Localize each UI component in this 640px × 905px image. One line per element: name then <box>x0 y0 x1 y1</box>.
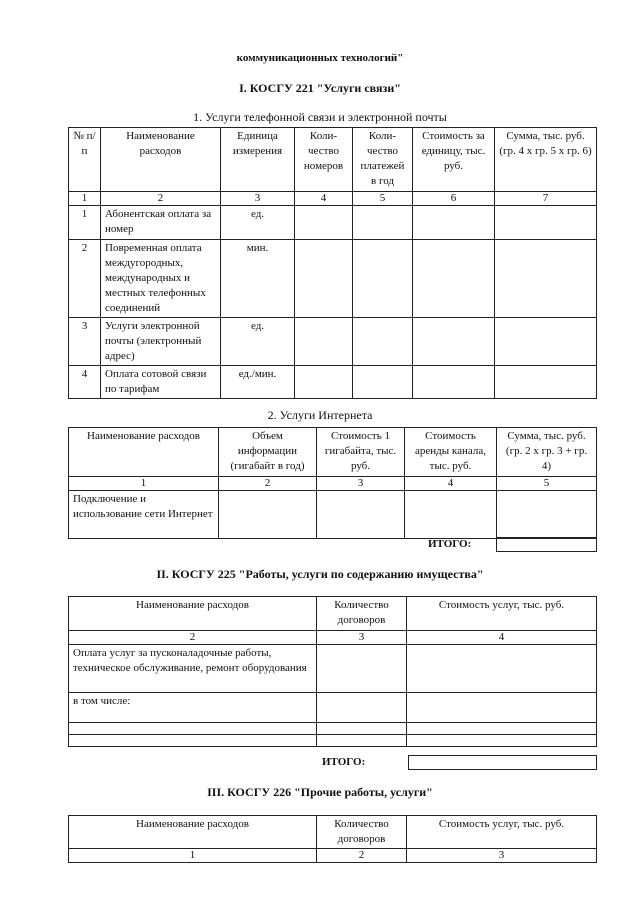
section1-subtitle1: 1. Услуги телефонной связи и электронной почты <box>193 110 447 124</box>
col-header-gb-cost: Стоимость 1 гигабайта, тыс. руб. <box>317 428 405 477</box>
table-row <box>69 735 597 747</box>
row-name: Оплата услуг за пусконаладочные работы, техническое обслуживание, ремонт оборудования <box>69 645 317 693</box>
empty-cell <box>317 735 407 747</box>
table-header-row <box>69 816 597 849</box>
empty-cell <box>495 318 597 366</box>
empty-cell <box>295 318 353 366</box>
row-name: Повременная оплата междугородных, международных и местных телефонных соединений <box>101 240 221 318</box>
col-header-channel-cost: Стоимость аренды канала, тыс. руб. <box>405 428 497 477</box>
empty-cell <box>413 240 495 318</box>
col-header-unit-cost: Стоимость за единицу, тыс. руб. <box>413 128 495 192</box>
empty-cell <box>495 240 597 318</box>
table-header-row <box>69 128 597 192</box>
row-name: Подключение и использование сети Интернет <box>69 491 219 539</box>
col-number: 4 <box>407 631 597 645</box>
col-number: 2 <box>69 631 317 645</box>
empty-cell <box>495 206 597 240</box>
row-number: 4 <box>69 366 101 399</box>
table-row <box>69 645 597 693</box>
column-number-row <box>69 849 597 863</box>
col-number: 4 <box>405 477 497 491</box>
empty-cell <box>353 240 413 318</box>
table-row <box>69 693 597 723</box>
col-header-number: № п/п <box>69 128 101 192</box>
col-header-sum: Сумма, тыс. руб. (гр. 4 х гр. 5 х гр. 6) <box>495 128 597 192</box>
col-number: 2 <box>317 849 407 863</box>
section1-title: I. КОСГУ 221 "Услуги связи" <box>239 81 401 95</box>
row-name: в том числе: <box>69 693 317 723</box>
header-line: коммуникационных технологий" <box>236 52 404 64</box>
internet-services-table <box>68 427 597 539</box>
empty-cell <box>405 491 497 539</box>
table-row <box>69 366 597 399</box>
row-name: Услуги электронной почты (электронный адрес) <box>101 318 221 366</box>
empty-cell <box>69 735 317 747</box>
section1-subtitle2: 2. Услуги Интернета <box>267 408 373 422</box>
col-header-cost: Стоимость услуг, тыс. руб. <box>407 597 597 631</box>
row-number: 3 <box>69 318 101 366</box>
table-row <box>69 723 597 735</box>
empty-cell <box>295 240 353 318</box>
table-header-row <box>69 597 597 631</box>
empty-cell <box>317 723 407 735</box>
empty-cell <box>219 491 317 539</box>
column-number-row <box>69 631 597 645</box>
empty-cell <box>353 206 413 240</box>
empty-cell <box>407 735 597 747</box>
col-header-cost: Стоимость услуг, тыс. руб. <box>407 816 597 849</box>
row-number: 2 <box>69 240 101 318</box>
col-number: 2 <box>101 192 221 206</box>
row-unit: мин. <box>221 240 295 318</box>
table-row <box>69 318 597 366</box>
empty-cell <box>317 491 405 539</box>
col-header-contracts: Количество договоров <box>317 816 407 849</box>
empty-cell <box>407 645 597 693</box>
col-number: 1 <box>69 192 101 206</box>
row-number: 1 <box>69 206 101 240</box>
col-number: 6 <box>413 192 495 206</box>
telephone-services-table <box>68 127 597 399</box>
empty-cell <box>497 491 597 539</box>
table-header-row <box>69 428 597 477</box>
row-name: Оплата сотовой связи по тарифам <box>101 366 221 399</box>
col-header-unit: Единица измерения <box>221 128 295 192</box>
internet-total-label: ИТОГО: <box>428 538 472 550</box>
col-number: 2 <box>219 477 317 491</box>
col-number: 4 <box>295 192 353 206</box>
maintenance-services-table <box>68 596 597 747</box>
empty-cell <box>317 645 407 693</box>
empty-cell <box>353 318 413 366</box>
column-number-row <box>69 192 597 206</box>
empty-cell <box>69 723 317 735</box>
empty-cell <box>413 318 495 366</box>
col-header-name: Наименование расходов <box>69 428 219 477</box>
col-number: 1 <box>69 477 219 491</box>
empty-cell <box>295 206 353 240</box>
col-number: 5 <box>353 192 413 206</box>
col-number: 3 <box>317 477 405 491</box>
maintenance-total-value-box <box>408 755 597 770</box>
empty-cell <box>407 723 597 735</box>
row-name: Абонентская оплата за номер <box>101 206 221 240</box>
row-unit: ед./мин. <box>221 366 295 399</box>
empty-cell <box>295 366 353 399</box>
section2-title: II. КОСГУ 225 "Работы, услуги по содержанию имущества" <box>156 567 484 581</box>
col-header-name: Наименование расходов <box>69 597 317 631</box>
col-header-name: Наименование расходов <box>101 128 221 192</box>
row-unit: ед. <box>221 206 295 240</box>
col-header-volume: Объем информации (гигабайт в год) <box>219 428 317 477</box>
empty-cell <box>407 693 597 723</box>
col-header-sum: Сумма, тыс. руб. (гр. 2 х гр. 3 + гр. 4) <box>497 428 597 477</box>
empty-cell <box>317 693 407 723</box>
section3-title: III. КОСГУ 226 "Прочие работы, услуги" <box>207 785 433 799</box>
maintenance-total-label: ИТОГО: <box>322 756 366 768</box>
other-services-table <box>68 815 597 863</box>
table-row <box>69 206 597 240</box>
col-header-name: Наименование расходов <box>69 816 317 849</box>
empty-cell <box>353 366 413 399</box>
empty-cell <box>413 206 495 240</box>
col-header-contracts: Количество договоров <box>317 597 407 631</box>
col-number: 3 <box>221 192 295 206</box>
col-number: 7 <box>495 192 597 206</box>
col-number: 3 <box>317 631 407 645</box>
table-row <box>69 491 597 539</box>
table-row <box>69 240 597 318</box>
col-number: 1 <box>69 849 317 863</box>
col-number: 3 <box>407 849 597 863</box>
row-unit: ед. <box>221 318 295 366</box>
column-number-row <box>69 477 597 491</box>
col-header-payments-count: Коли-чество платежей в год <box>353 128 413 192</box>
col-number: 5 <box>497 477 597 491</box>
col-header-numbers-count: Коли-чество номеров <box>295 128 353 192</box>
internet-total-value-box <box>496 537 597 552</box>
empty-cell <box>413 366 495 399</box>
empty-cell <box>495 366 597 399</box>
